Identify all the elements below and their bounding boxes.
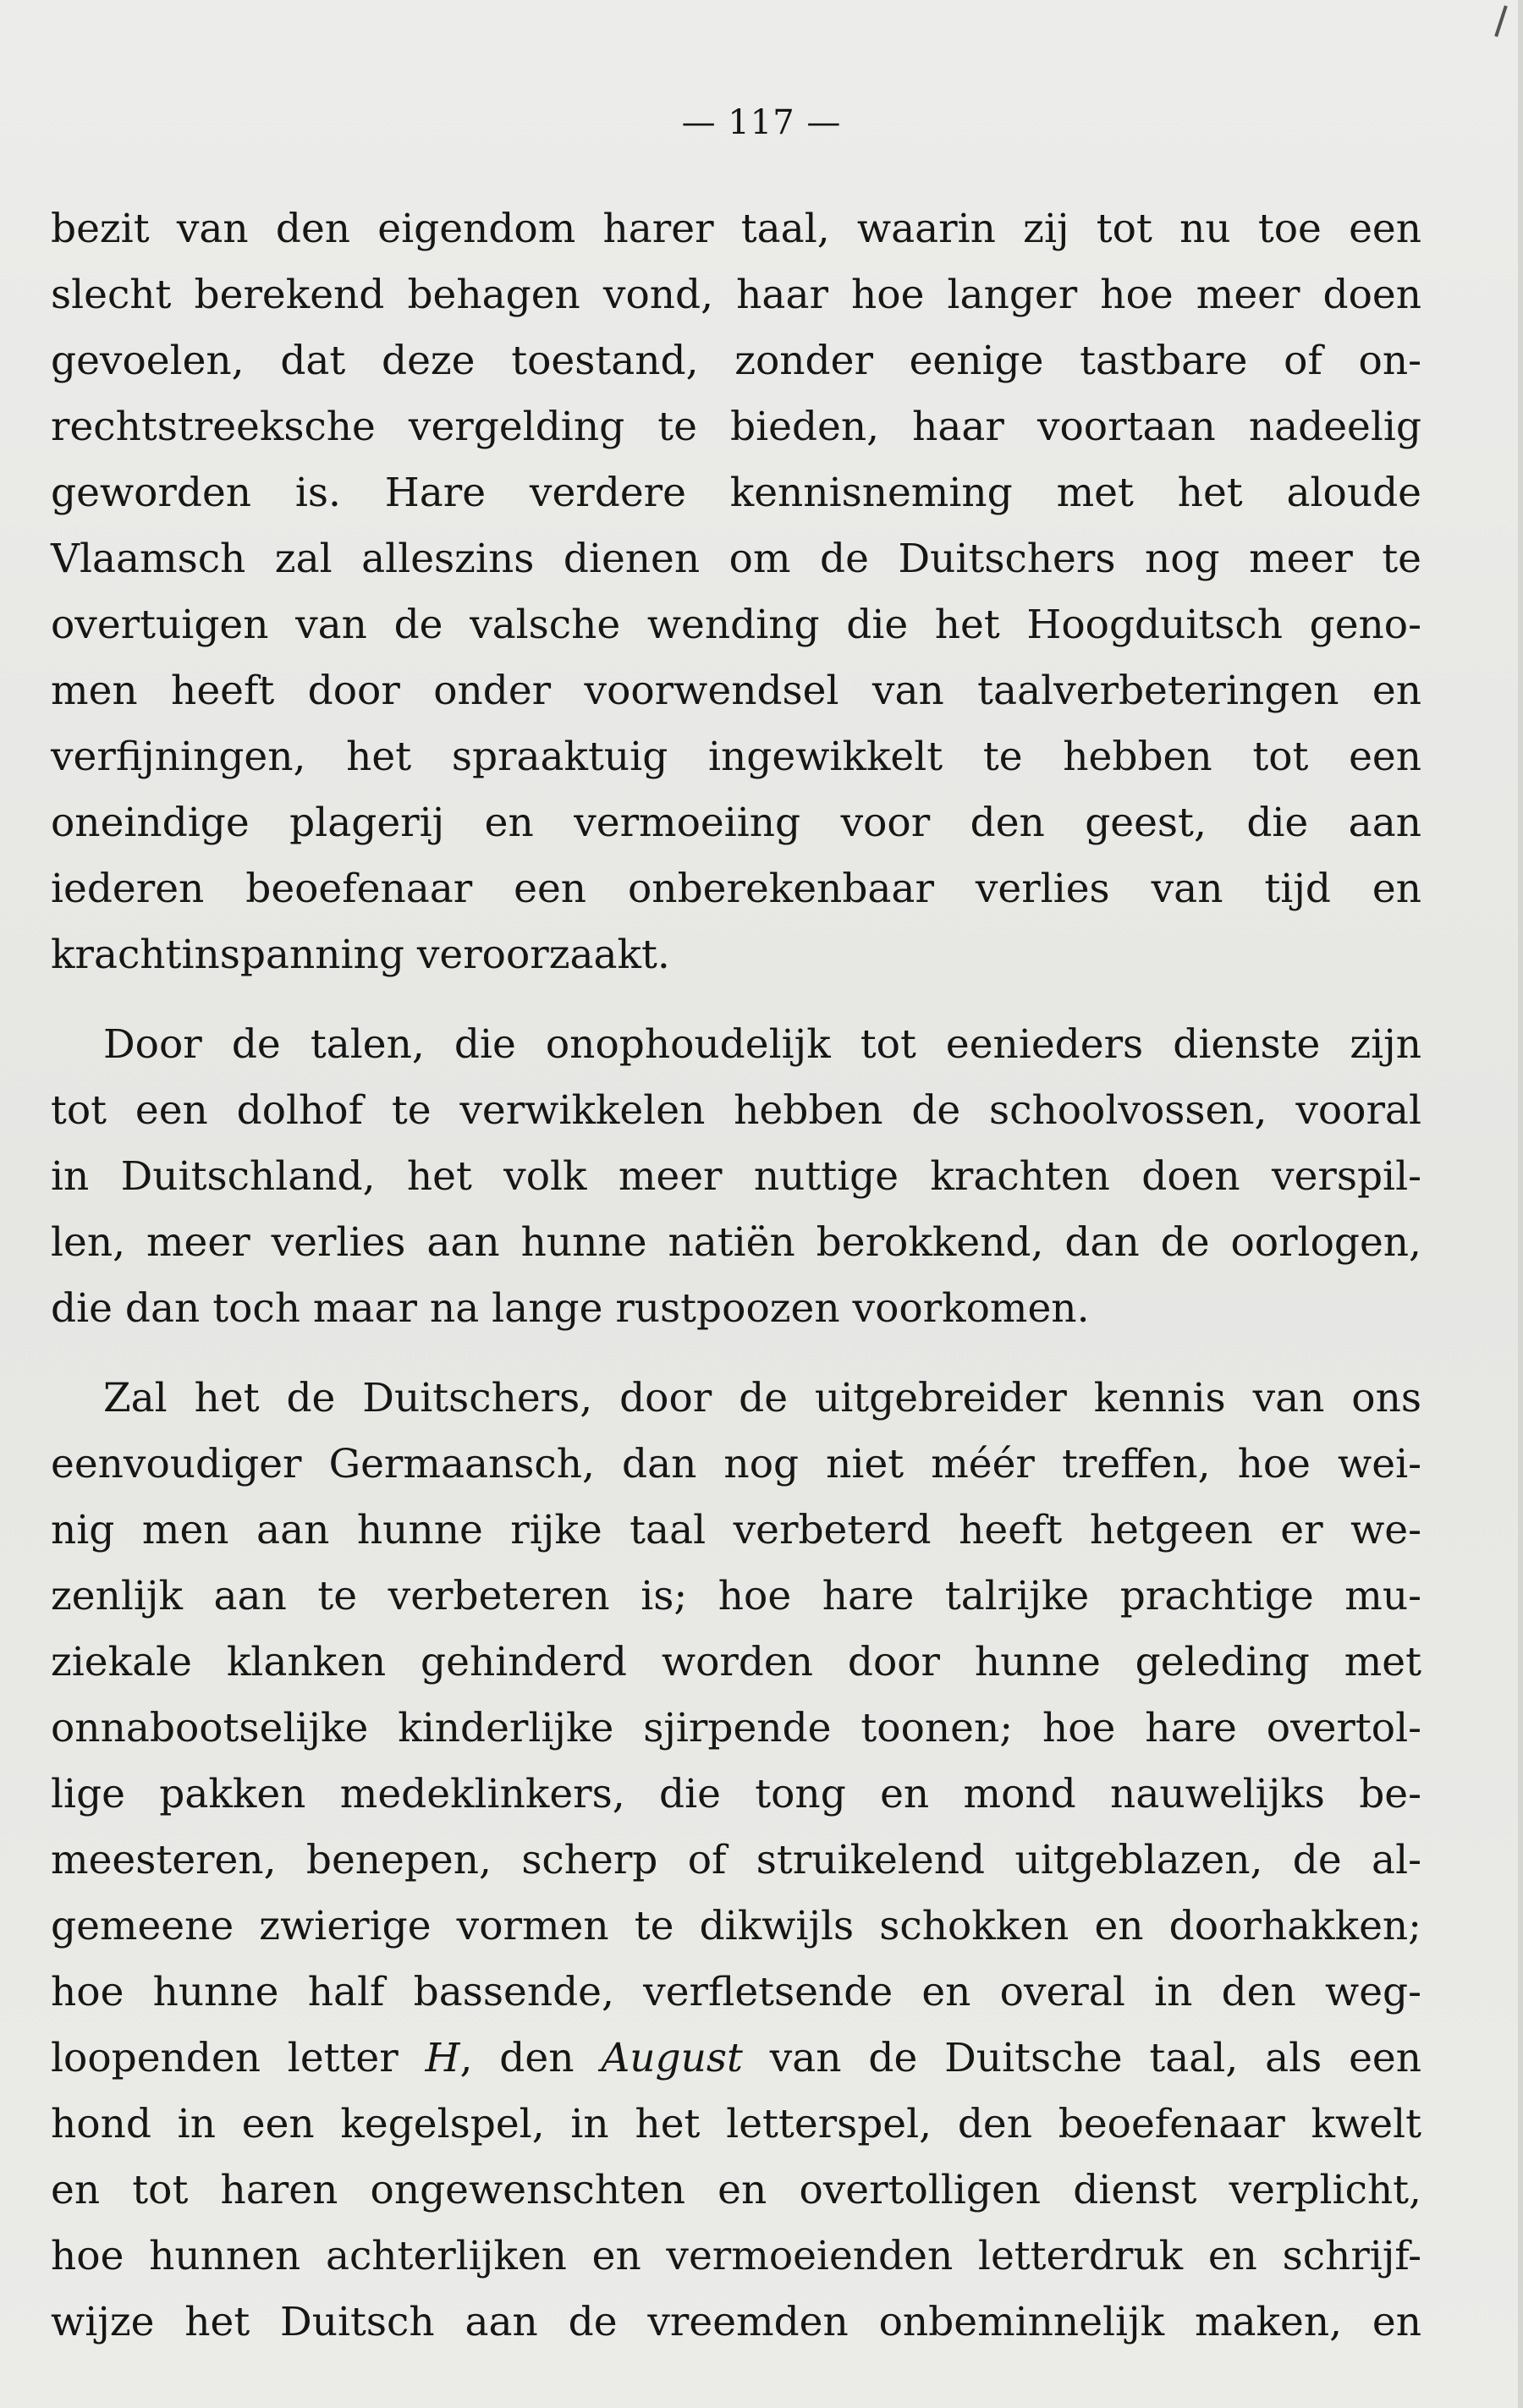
text-line: nig men aan hunne rijke taal verbeterd heeft hetgeen er we- bbox=[51, 1507, 1421, 1553]
text-line: bezit van den eigendom harer taal, waarin zij tot nu toe een bbox=[51, 206, 1421, 252]
paragraph-1 bbox=[51, 196, 1421, 988]
text-line: iederen beoefenaar een onberekenbaar verlies van tijd en bbox=[51, 866, 1421, 912]
paragraph-2 bbox=[51, 1012, 1421, 1342]
text-line: Zal het de Duitschers, door de uitgebreider kennis van ons bbox=[103, 1375, 1421, 1421]
text-line: krachtinspanning veroorzaakt. bbox=[51, 932, 670, 978]
text-segment: loopenden letter bbox=[51, 2035, 426, 2081]
page-number: — 117 — bbox=[681, 103, 842, 142]
text-line: meesteren, benepen, scherp of struikelend uitgeblazen, de al- bbox=[51, 1837, 1421, 1883]
text-line: hoe hunne half bassende, verfletsende en overal in den weg- bbox=[51, 1969, 1421, 2015]
text-line: verfijningen, het spraaktuig ingewikkelt te hebben tot een bbox=[51, 734, 1421, 780]
text-line: die dan toch maar na lange rustpoozen voorkomen. bbox=[51, 1285, 1090, 1332]
body-text bbox=[51, 196, 1421, 2356]
text-line: hond in een kegelspel, in het letterspel, den beoefenaar kwelt bbox=[51, 2101, 1421, 2147]
text-line: eenvoudiger Germaansch, dan nog niet méér treffen, hoe wei- bbox=[51, 1441, 1421, 1487]
text-line: rechtstreeksche vergelding te bieden, haar voortaan nadeelig bbox=[51, 404, 1421, 450]
text-line: geworden is. Hare verdere kennisneming met het aloude bbox=[51, 470, 1421, 516]
text-line: slecht berekend behagen vond, haar hoe langer hoe meer doen bbox=[51, 272, 1421, 318]
text-line: gemeene zwierige vormen te dikwijls schokken en doorhakken; bbox=[51, 1903, 1421, 1949]
corner-mark bbox=[1494, 5, 1508, 36]
text-line: tot een dolhof te verwikkelen hebben de schoolvossen, vooral bbox=[51, 1087, 1421, 1134]
text-line: hoe hunnen achterlijken en vermoeienden letterdruk en schrijf- bbox=[51, 2233, 1421, 2279]
text-line: overtuigen van de valsche wending die het Hoogduitsch geno- bbox=[51, 602, 1421, 648]
text-line: in Duitschland, het volk meer nuttige krachten doen verspil- bbox=[51, 1153, 1421, 1200]
text-line: zenlijk aan te verbeteren is; hoe hare talrijke prachtige mu- bbox=[51, 1573, 1421, 1619]
text-line: en tot haren ongewenschten en overtolligen dienst verplicht, bbox=[51, 2167, 1421, 2213]
text-segment: , den bbox=[459, 2035, 602, 2081]
text-line: Vlaamsch zal alleszins dienen om de Duitschers nog meer te bbox=[51, 536, 1421, 582]
paragraph-gap bbox=[51, 988, 1421, 1012]
paragraph-3 bbox=[51, 1366, 1421, 2356]
text-line: Door de talen, die onophoudelijk tot eenieders dienste zijn bbox=[103, 1021, 1421, 1068]
text-line: gevoelen, dat deze toestand, zonder eenige tastbare of on- bbox=[51, 338, 1421, 384]
text-line: wijze het Duitsch aan de vreemden onbeminnelijk maken, en bbox=[51, 2299, 1421, 2345]
italic-letter: H bbox=[425, 2035, 460, 2081]
italic-word: August bbox=[601, 2035, 743, 2081]
text-line: men heeft door onder voorwendsel van taalverbeteringen en bbox=[51, 668, 1421, 714]
text-line: lige pakken medeklinkers, die tong en mond nauwelijks be- bbox=[51, 1771, 1421, 1817]
page-edge bbox=[1518, 0, 1523, 2408]
text-line-with-italics bbox=[51, 2026, 1421, 2092]
text-segment: van de Duitsche taal, als een bbox=[742, 2035, 1421, 2081]
paragraph-gap bbox=[51, 1342, 1421, 1366]
text-line: onnabootselijke kinderlijke sjirpende toonen; hoe hare overtol- bbox=[51, 1705, 1421, 1751]
text-line: ziekale klanken gehinderd worden door hunne geleding met bbox=[51, 1639, 1421, 1685]
text-line: oneindige plagerij en vermoeiing voor den geest, die aan bbox=[51, 800, 1421, 846]
text-line: len, meer verlies aan hunne natiën berokkend, dan de oorlogen, bbox=[51, 1219, 1421, 1266]
